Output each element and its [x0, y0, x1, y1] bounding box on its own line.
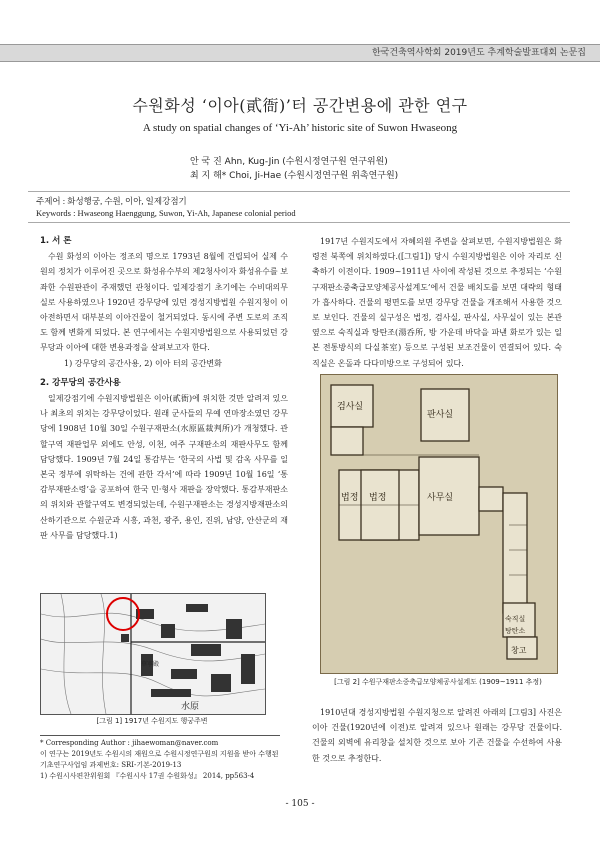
figure-2-floor-plan — [320, 374, 558, 674]
conference-header: 한국건축역사학회 2019년도 추계학술발표대회 논문집 — [371, 48, 586, 58]
plan-label-2: 판사실 — [427, 410, 454, 420]
footnotes — [40, 735, 280, 782]
right-column-top — [312, 234, 562, 371]
author-2: 최 지 해* Choi, Ji-Hae (수원시정연구원 위촉연구원) — [190, 171, 399, 181]
map-drawing — [41, 594, 265, 714]
keywords-box — [28, 191, 570, 223]
section-2-paragraph: 일제강점기에 수원지방법원은 이아(貳衙)에 위치한 것만 알려져 있으나 최초의 위치는 강무당이었다. 원래 군사들의 무예 연마장소였던 강무당에 1908년 10월 30일 수원구재판소(水原區裁判所)가 개청했다. 관할구역 재판업무 외에도 안성, 이천, 여주 구재판소의 재판사무도 함께 담당했다. 1909년 7월 24일 통감부는 ‘한국의 사법 및 감옥 사무를 일본국 정부에 위탁하는 건에 관한 각서’에 따라 1909년 10월 16일 ‘통감부재판소령’을 공포하여 한국 민·형사 재판을 장악했다. 통감부재판소의 위치와 관할구역도 변경되었는데, 수원구재판소는 경성지방재판소의 산하기관으로 수원군과 시흥, 과천, 광주, 용인, 진위, 남양, 안산군의 재판 사무를 담당했다.1) — [40, 394, 288, 540]
figure-1-caption: [그림 1] 1917년 수원지도 행궁주변 — [96, 717, 208, 725]
footnote-1: 1) 수원시사편찬위원회 『수원시사 17권 수원화성』 2014, pp563-4 — [40, 772, 255, 780]
keywords-ko: 주제어 : 화성행궁, 수원, 이아, 일제강점기 — [36, 196, 187, 206]
plan-label-6: 숙직실 — [505, 615, 526, 623]
plan-label-7: 탕탄소 — [505, 627, 526, 635]
paper-title: 수원화성 ‘이아(貳衙)’터 공간변용에 관한 연구 — [132, 96, 468, 115]
figure-2-caption: [그림 2] 수원구재판소중축급모양체공사설계도 (1909~1911 추정) — [334, 678, 542, 686]
figure-1-map — [40, 593, 266, 715]
map-label-1: 水原 — [181, 702, 200, 712]
plan-label-8: 창고 — [511, 646, 527, 655]
plan-label-5: 사무실 — [427, 493, 454, 503]
plan-drawing — [321, 375, 557, 673]
page-number: - 105 - — [285, 799, 315, 809]
section-1-paragraph: 수원 화성의 이아는 정조의 명으로 1793년 8월에 건립되어 실제 수원의 정치가 이루어진 곳으로 화성유수부의 제2청사이자 화성유수를 보좌한 수원판관이 주재했던 관청이다. 일제강점기 초기에는 수비대의무실로 사용하였으나 1920년 강무당에 있던 경성지방법원 수원지청이 이아전하면서 대부분의 이아건물이 철거되었다. 동시에 주변 도로의 조직도 함께 변화게 되었다. 본 연구에서는 수원지방법원으로 사용되었던 강무당과 이아에 대한 변용과정을 살펴보고자 한다. — [40, 252, 288, 353]
map-label-2: 華寧殿 — [141, 661, 160, 668]
author-1: 안 국 진 Ahn, Kug-Jin (수원시정연구원 연구위원) — [190, 157, 388, 167]
left-column — [40, 234, 288, 543]
footnote-corresponding: * Corresponding Author : jihaewoman@naver.com — [40, 739, 219, 747]
plan-label-3: 법정 — [341, 493, 359, 503]
section-1-list: 1) 강무당의 공간사용, 2) 이아 터의 공간변화 — [64, 358, 222, 368]
section-2-heading: 2. 강무당의 공간사용 — [40, 377, 121, 388]
right-paragraph-1: 1917년 수원지도에서 자혜의원 주변을 살펴보면, 수원지방법원은 화령전 북쪽에 위치하였다.([그림1]) 당시 수원지방법원은 이아 자리로 신축하기 이전이다. 1909~1911년 사이에 작성된 것으로 추정되는 ‘수원구재판소중축급모양체공사설계도’에서 건물 배치도를 보면 대략의 형태가 흡사하다. 건물의 평면도를 보면 강무당 건물을 개조해서 사용한 것으로 보인다. 건물의 실구성은 법정, 검사실, 판사실, 사무실이 있는 본관 옆으로 숙직실과 탕탄조(湯呑所, 방 가운데 바닥을 파낸 화로가 있는 일본 전통방식의 다실茶室) 등으로 구성된 보조건물이 연결되어 있다. 숙직실은 온돌과 다다미방으로 구성되어 있다. — [312, 237, 562, 368]
footnote-funding: 이 연구는 2019년도 수원시의 재원으로 수원시정연구원의 지원을 받아 수행된 기초연구사업임 과제번호: SRI-기본-2019-13 — [40, 750, 279, 769]
right-paragraph-2: 1910년대 경성지방법원 수원지청으로 알려진 아래의 [그림3] 사진은 이아 건물(1920년에 이전)로 알려져 있으나 원래는 강무당 건물이다. 건물의 외벽에 유리창을 설치한 것으로 보아 기존 건물을 수선하여 사용한 것으로 추정한다. — [312, 708, 562, 763]
section-1-heading: 1. 서 론 — [40, 236, 72, 246]
plan-label-1: 검사실 — [337, 402, 364, 412]
paper-subtitle: A study on spatial changes of ‘Yi-Ah’ historic site of Suwon Hwaseong — [142, 122, 458, 134]
keywords-en: Keywords : Hwaseong Haenggung, Suwon, Yi-Ah, Japanese colonial period — [36, 208, 296, 218]
plan-label-4: 법정 — [369, 493, 387, 503]
right-column-bottom — [312, 705, 562, 766]
